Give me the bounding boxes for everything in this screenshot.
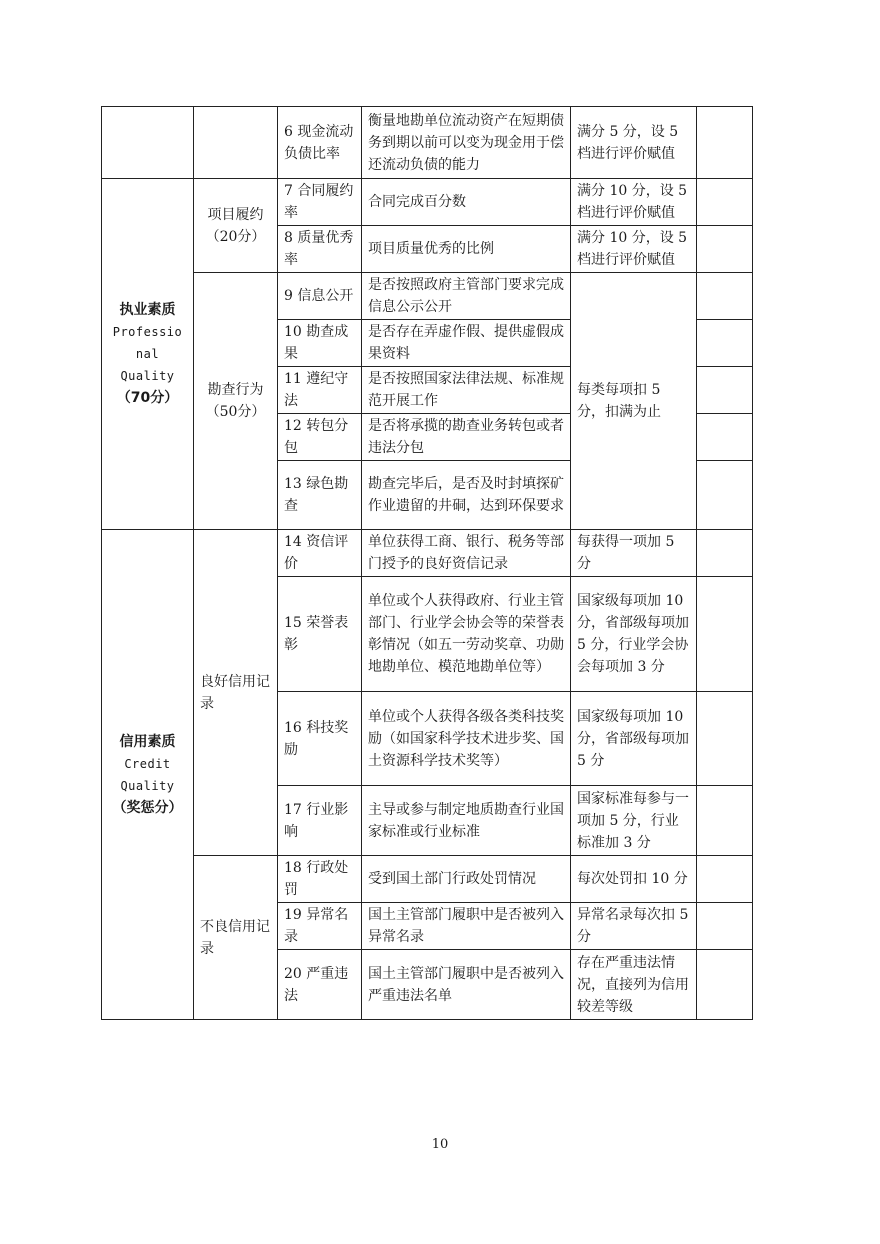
item-cell: 13 绿色勘查 bbox=[278, 461, 362, 530]
subgroup-name: 项目履约 bbox=[207, 206, 264, 223]
subgroup-good: 良好信用记录 bbox=[194, 530, 278, 856]
item-cell: 17 行业影响 bbox=[278, 786, 362, 856]
score-cell: 国家级每项加 10 分，省部级每项加 5 分，行业学会协会每项加 3 分 bbox=[571, 577, 697, 692]
score-cell: 国家级每项加 10 分，省部级每项加 5 分 bbox=[571, 692, 697, 786]
result-cell bbox=[697, 226, 753, 273]
subgroup-project bbox=[194, 179, 278, 273]
desc-cell: 勘查完毕后，是否及时封填探矿作业遗留的井硐，达到环保要求 bbox=[362, 461, 571, 530]
subgroup-cell-empty bbox=[194, 107, 278, 179]
score-cell: 存在严重违法情况，直接列为信用较差等级 bbox=[571, 950, 697, 1020]
item-cell: 12 转包分包 bbox=[278, 414, 362, 461]
score-cell: 满分 10 分，设 5 档进行评价赋值 bbox=[571, 179, 697, 226]
result-cell bbox=[697, 692, 753, 786]
group-en: Credit bbox=[124, 756, 171, 771]
group-en: Quality bbox=[120, 778, 175, 793]
item-cell: 16 科技奖励 bbox=[278, 692, 362, 786]
group-en: nal bbox=[135, 347, 160, 361]
desc-cell: 主导或参与制定地质勘查行业国家标准或行业标准 bbox=[362, 786, 571, 856]
group-executive bbox=[102, 179, 194, 530]
score-cell: 满分 10 分，设 5 档进行评价赋值 bbox=[571, 226, 697, 273]
group-title: 执业素质 bbox=[119, 302, 176, 318]
group-credit bbox=[102, 530, 194, 1020]
item-cell: 10 勘查成果 bbox=[278, 320, 362, 367]
result-cell bbox=[697, 856, 753, 903]
item-cell: 9 信息公开 bbox=[278, 273, 362, 320]
desc-cell: 是否按照政府主管部门要求完成信息公示公开 bbox=[362, 273, 571, 320]
desc-cell: 单位获得工商、银行、税务等部门授予的良好资信记录 bbox=[362, 530, 571, 577]
item-cell: 6 现金流动负债比率 bbox=[278, 107, 362, 179]
item-cell: 14 资信评价 bbox=[278, 530, 362, 577]
desc-cell: 合同完成百分数 bbox=[362, 179, 571, 226]
desc-cell: 是否将承揽的勘查业务转包或者违法分包 bbox=[362, 414, 571, 461]
result-cell bbox=[697, 179, 753, 226]
item-cell: 7 合同履约率 bbox=[278, 179, 362, 226]
score-cell: 国家标准每参与一项加 5 分，行业标准加 3 分 bbox=[571, 786, 697, 856]
subgroup-survey bbox=[194, 273, 278, 530]
group-title: 信用素质 bbox=[119, 733, 176, 750]
group-cell-empty bbox=[102, 107, 194, 179]
item-cell: 18 行政处罚 bbox=[278, 856, 362, 903]
group-en: Quality bbox=[120, 369, 175, 383]
result-cell bbox=[697, 950, 753, 1020]
score-cell: 每获得一项加 5 分 bbox=[571, 530, 697, 577]
desc-cell: 国土主管部门履职中是否被列入严重违法名单 bbox=[362, 950, 571, 1020]
item-cell: 11 遵纪守法 bbox=[278, 367, 362, 414]
subgroup-name: 勘查行为 bbox=[207, 382, 264, 398]
result-cell bbox=[697, 903, 753, 950]
desc-cell: 项目质量优秀的比例 bbox=[362, 226, 571, 273]
desc-cell: 衡量地勘单位流动资产在短期债务到期以前可以变为现金用于偿还流动负债的能力 bbox=[362, 107, 571, 179]
desc-cell: 受到国土部门行政处罚情况 bbox=[362, 856, 571, 903]
table-row bbox=[102, 107, 753, 179]
score-cell: 每次处罚扣 10 分 bbox=[571, 856, 697, 903]
group-score: （70分） bbox=[116, 390, 179, 406]
group-en: Professio bbox=[112, 325, 183, 339]
table-row bbox=[102, 856, 753, 903]
result-cell bbox=[697, 273, 753, 320]
item-cell: 8 质量优秀率 bbox=[278, 226, 362, 273]
result-cell bbox=[697, 414, 753, 461]
score-cell: 满分 5 分，设 5 档进行评价赋值 bbox=[571, 107, 697, 179]
desc-cell: 是否存在弄虚作假、提供虚假成果资料 bbox=[362, 320, 571, 367]
result-cell bbox=[697, 786, 753, 856]
table-row bbox=[102, 179, 753, 226]
subgroup-score: （50分） bbox=[205, 404, 266, 420]
table-row bbox=[102, 530, 753, 577]
score-cell: 异常名录每次扣 5 分 bbox=[571, 903, 697, 950]
result-cell bbox=[697, 107, 753, 179]
result-cell bbox=[697, 461, 753, 530]
subgroup-bad: 不良信用记录 bbox=[194, 856, 278, 1020]
page-number: 10 bbox=[431, 1137, 449, 1152]
result-cell bbox=[697, 320, 753, 367]
evaluation-table bbox=[101, 106, 753, 1020]
desc-cell: 单位或个人获得政府、行业主管部门、行业学会协会等的荣誉表彰情况（如五一劳动奖章、功勋地勘单位、模范地勘单位等） bbox=[362, 577, 571, 692]
item-cell: 20 严重违法 bbox=[278, 950, 362, 1020]
item-cell: 19 异常名录 bbox=[278, 903, 362, 950]
group-score: （奖惩分） bbox=[112, 799, 183, 816]
desc-cell: 国土主管部门履职中是否被列入异常名录 bbox=[362, 903, 571, 950]
result-cell bbox=[697, 367, 753, 414]
table-row bbox=[102, 273, 753, 320]
result-cell bbox=[697, 530, 753, 577]
desc-cell: 是否按照国家法律法规、标准规范开展工作 bbox=[362, 367, 571, 414]
item-cell: 15 荣誉表彰 bbox=[278, 577, 362, 692]
score-cell-shared: 每类每项扣 5 分，扣满为止 bbox=[571, 273, 697, 530]
subgroup-score: （20分） bbox=[205, 228, 266, 245]
result-cell bbox=[697, 577, 753, 692]
desc-cell: 单位或个人获得各级各类科技奖励（如国家科学技术进步奖、国土资源科学技术奖等） bbox=[362, 692, 571, 786]
